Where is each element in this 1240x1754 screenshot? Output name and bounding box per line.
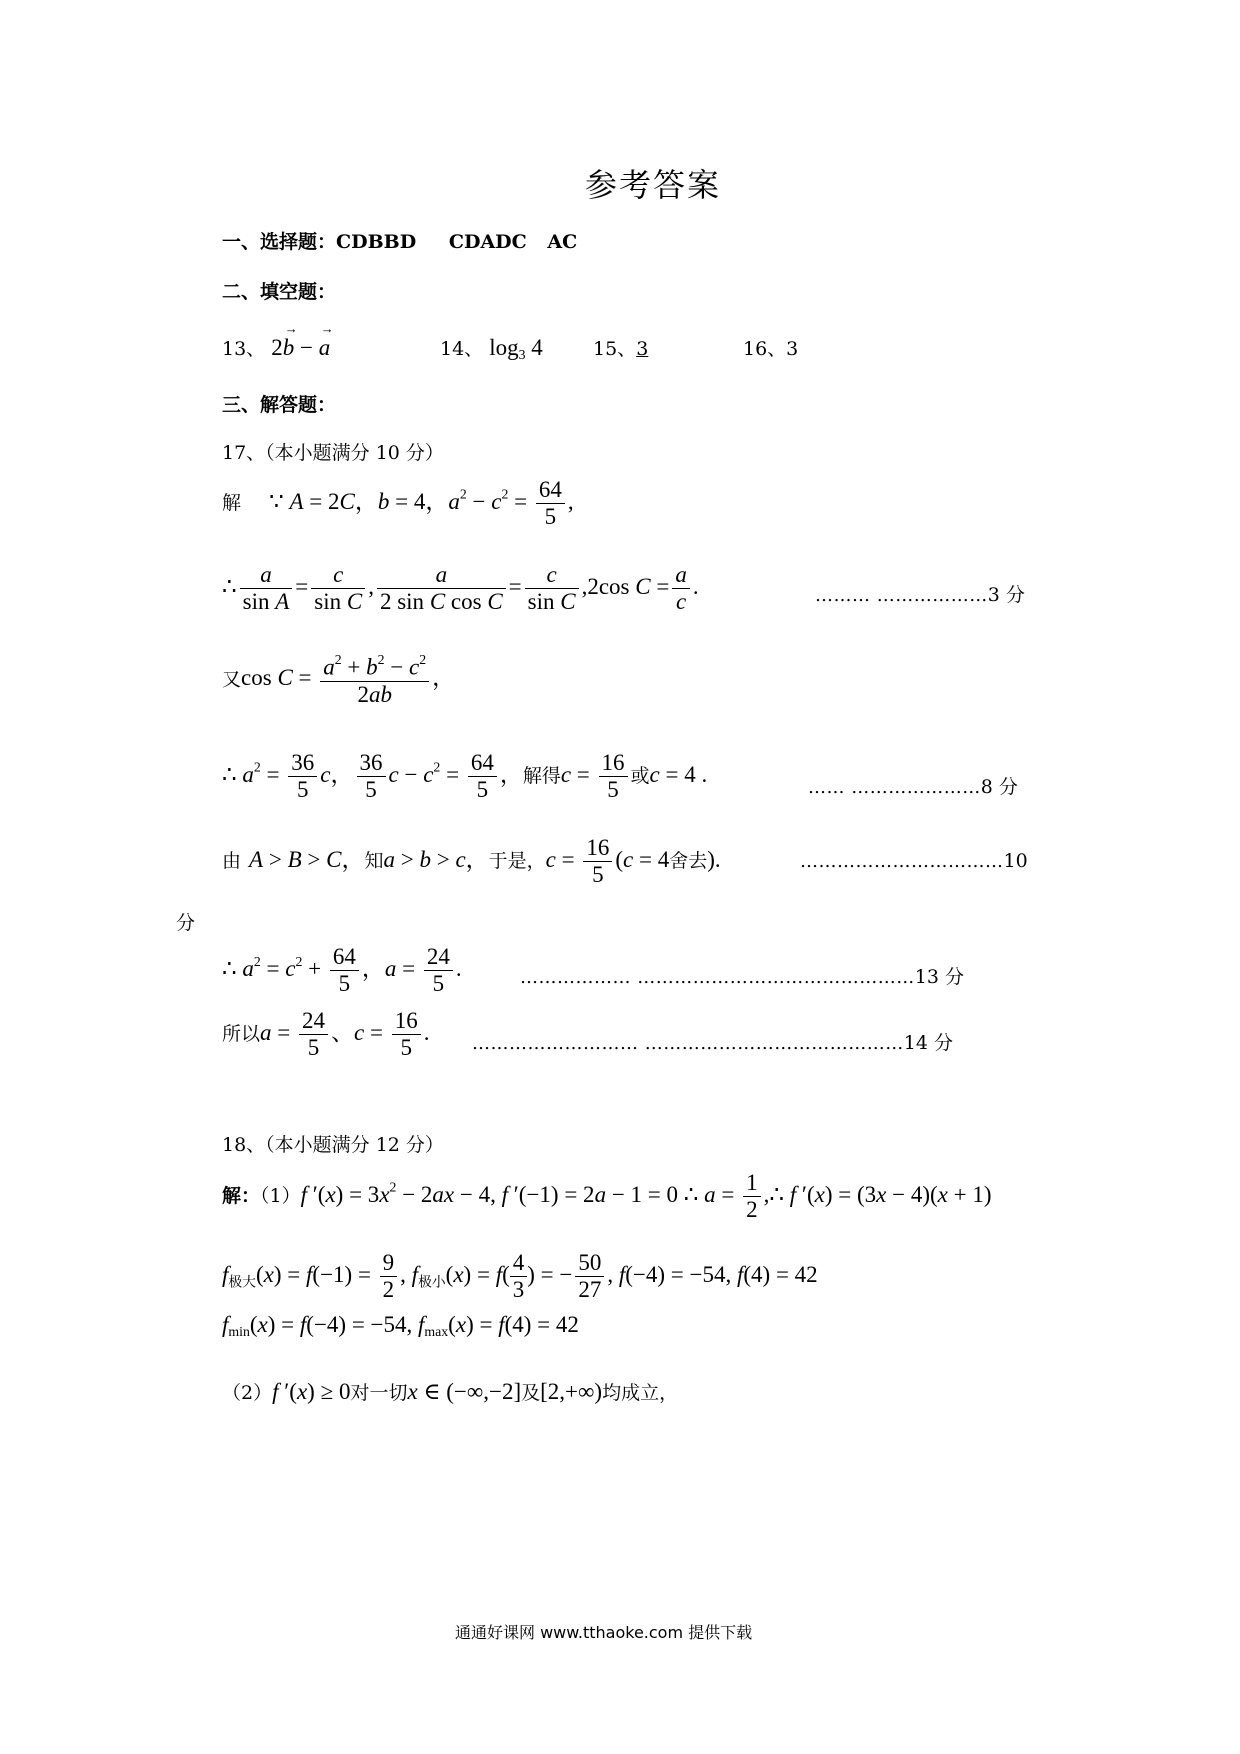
q17-line-result: 所以a = $\frac{24}{5}$ 、c = $\frac{16}{5}$ .: [222, 1008, 430, 1061]
jida-sub: 极大: [228, 1274, 256, 1290]
score-mark: 10: [1003, 850, 1028, 872]
q17-line-solve: ∴ $a^2$ = $\frac{36}{5}$ c， $\frac{36}{5}$ $c - c^2$ = $\frac{64}{5}$ ，解得c = $\frac{16}{5}$ 或c = 4 .: [222, 750, 708, 803]
choice-answers-1: CDBBD: [336, 231, 417, 253]
fill-answer-16: 16、3: [743, 338, 799, 360]
page-title: 参考答案: [585, 166, 722, 204]
dots-leader: ……… ………………: [815, 585, 988, 606]
q18-line-derivative: 解：（1）f $'(x) = 3x^2 - 2ax - 4$, f ′(−1) = 2a − 1 = 0 ∴ a = $\frac{1}{2}$ ,∴ f ′(x) = (3x − 4)(x + 1): [222, 1170, 992, 1223]
dots-leader: ……………………… ……………………………………: [472, 1033, 904, 1054]
q18-line-extrema: $f_{极大}(x) = f(-1)$ = $\frac{9}{2}$ , $f_{极小}(x) = f$( $\frac{4}{3}$ ) = − $\frac{50}{27}$ , f(−4) = −54, f(4) = 42: [222, 1250, 818, 1303]
dots-leader: …… …………………: [808, 777, 981, 798]
log-base: 3: [518, 347, 526, 363]
choice-section: [222, 227, 577, 254]
score-mark: 3 分: [987, 584, 1025, 606]
junchengli-text: 均成立，: [602, 1382, 679, 1404]
score-mark: 13 分: [914, 966, 964, 988]
fill-section-label: 二、填空题：: [222, 281, 337, 303]
solution-section-label: 三、解答题：: [222, 394, 337, 416]
max-sub: max: [424, 1324, 449, 1340]
q14-number: 14、: [440, 338, 484, 360]
score-mark: 14 分: [903, 1032, 953, 1054]
jie-label: 解：: [222, 1185, 261, 1208]
log-arg: 4: [531, 335, 543, 360]
q15-number: 15、: [593, 338, 637, 360]
part1-label: （1）: [260, 1185, 301, 1208]
fill-answer-13: 13、 2→ b − → a: [222, 334, 330, 361]
dui-text: 对一切: [350, 1382, 408, 1404]
suoyi-text: 所以: [222, 1023, 261, 1046]
q17-line-a-squared: ∴ $a^2 = c^2$ + $\frac{64}{5}$ ，a = $\frac{24}{5}$ .: [222, 944, 462, 997]
zhi-text: 知: [364, 850, 384, 873]
fill-answer-14: [440, 334, 543, 363]
ji-text: 及: [521, 1382, 541, 1404]
jiede-text: 解得: [522, 765, 561, 788]
q17-score-14: [472, 1028, 953, 1055]
q17-line-given: 解 ∵ A = 2C，b = 4，$a^2 - c^2$ = $\frac{64}{5}$ ,: [222, 477, 574, 530]
q13-number: 13、: [222, 338, 266, 360]
huo-text: 或: [630, 765, 650, 788]
q17-score-10: [800, 850, 1028, 872]
q17-line-order: 由 A > B > C，知a > b > c，于是，c = $\frac{16}{5}$ (c = 4舍去).: [222, 835, 721, 888]
q17-line-sine: ∴ $\frac{a}{\text{sin A}}$ = $\frac{c}{\text{sin C}}$ , $\frac{a}{\text{2 sin C cos C}}$ = $\frac{c}{\text{sin C}}$ ,2cos C = $\frac{a}{c}$ .: [222, 562, 699, 615]
q17-line-cos: 又cos C = $\frac{a^2 + b^2 - c^2}{2ab}$ ，: [222, 652, 456, 707]
q17-score-13: [520, 962, 964, 989]
dots-leader: ……………… ………………………………………: [520, 967, 915, 988]
shequ-text: 舍去: [669, 850, 708, 873]
q17-score-10-unit: 分: [176, 912, 196, 934]
min-sub: min: [228, 1324, 250, 1340]
footer-source: 通通好课网 www.tthaoke.com 提供下载: [455, 1623, 753, 1642]
q17-score-3: [815, 580, 1025, 607]
dots-leader: ……………………………: [800, 851, 1004, 872]
fill-answer-15: [593, 334, 648, 361]
choice-answers-3: AC: [547, 231, 578, 253]
jixiao-sub: 极小: [418, 1274, 446, 1290]
part2-label: （2）: [222, 1382, 273, 1404]
q18-line-minmax: $f_{min}(x) = f(-4) = -54$, $f_{max}(x) = f(4) = 42$: [222, 1312, 579, 1340]
choice-answers-2: CDADC: [448, 231, 527, 253]
log-text: log: [489, 335, 519, 360]
q15-answer: 3: [636, 338, 649, 360]
you2-text: 由: [222, 850, 242, 873]
q17-score-8: [808, 772, 1018, 799]
q18-line-part2: （2）f ′(x) ≥ 0对一切x ∈ (−∞,−2]及[2,+∞)均成立，: [222, 1379, 679, 1404]
q18-header: 18、（本小题满分 12 分）: [222, 1134, 444, 1156]
choice-label: 一、选择题：: [222, 231, 337, 253]
yushi-text: 于是，: [488, 850, 546, 873]
jie-label: 解: [222, 492, 242, 515]
score-mark: 8 分: [980, 776, 1018, 798]
you-text: 又: [222, 668, 242, 691]
q17-header: 17、（本小题满分 10 分）: [222, 442, 444, 464]
